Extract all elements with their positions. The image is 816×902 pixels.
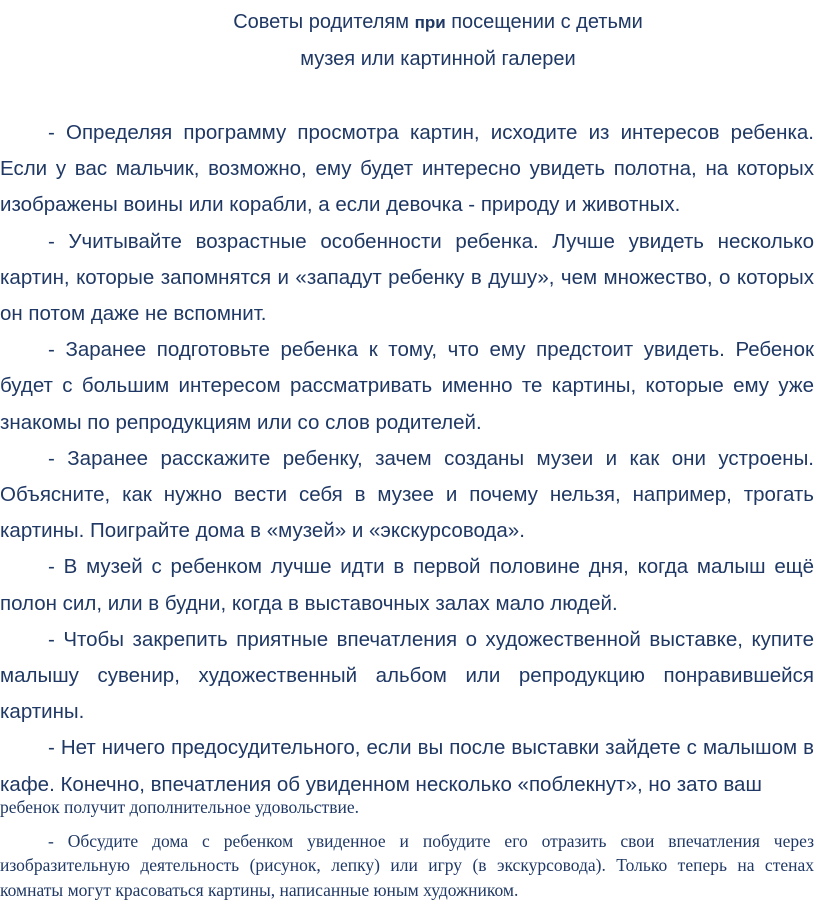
advice-paragraph-7-end: ребенок получит дополнительное удовольствие.	[0, 797, 359, 817]
page-title	[0, 0, 816, 77]
advice-paragraph-1: - Определяя программу просмотра картин, исходите из интересов ребенка. Если у вас мальчик, возможно, ему будет интересно увидеть полотна, на которых изображены воины или корабли, а если девочка - природу и животных.	[0, 121, 814, 217]
advice-paragraph-2: - Учитывайте возрастные особенности ребенка. Лучше увидеть несколько картин, которые запомнятся и «западут ребенку в душу», чем множество, о которых он потом даже не вспомнит.	[0, 229, 814, 326]
advice-paragraph-8: - Обсудите дома с ребенком увиденное и побудите его отразить свои впечатления через изобразительную деятельность (рисунок, лепку) или игру (в экскурсовода). Только теперь на стенах комнаты могут красоваться картины, написанные юным художником.	[0, 830, 814, 900]
advice-paragraph-5: - В музей с ребенком лучше идти в первой половине дня, когда малыш ещё полон сил, или в будни, когда в выставочных залах мало людей.	[0, 555, 814, 615]
title-text-1: Советы родителям	[233, 11, 415, 33]
title-line-1	[60, 4, 816, 41]
advice-paragraph-6: - Чтобы закрепить приятные впечатления о художественной выставке, купите малышу сувенир, художественный альбом или репродукцию понравившейся картины.	[0, 627, 814, 724]
advice-paragraph-4: - Заранее расскажите ребенку, зачем созданы музеи и как они устроены. Объясните, как нужно вести себя в музее и почему нельзя, например, трогать картины. Поиграйте дома в «музей» и «экскурсовода».	[0, 446, 814, 543]
advice-list	[0, 115, 814, 803]
title-bold-word: при	[414, 13, 446, 32]
title-line-2: музея или картинной галереи	[300, 48, 576, 70]
advice-serif-block	[0, 795, 814, 902]
advice-paragraph-3: - Заранее подготовьте ребенка к тому, что ему предстоит увидеть. Ребенок будет с большим интересом рассматривать именно те картины, которые ему уже знакомы по репродукциям или со слов родителей.	[0, 338, 814, 434]
advice-paragraph-7: - Нет ничего предосудительного, если вы после выставки зайдете с малышом в кафе. Конечно, впечатления об увиденном несколько «поблекнут», но зато ваш	[0, 736, 814, 796]
title-text-2: посещении с детьми	[445, 11, 643, 33]
